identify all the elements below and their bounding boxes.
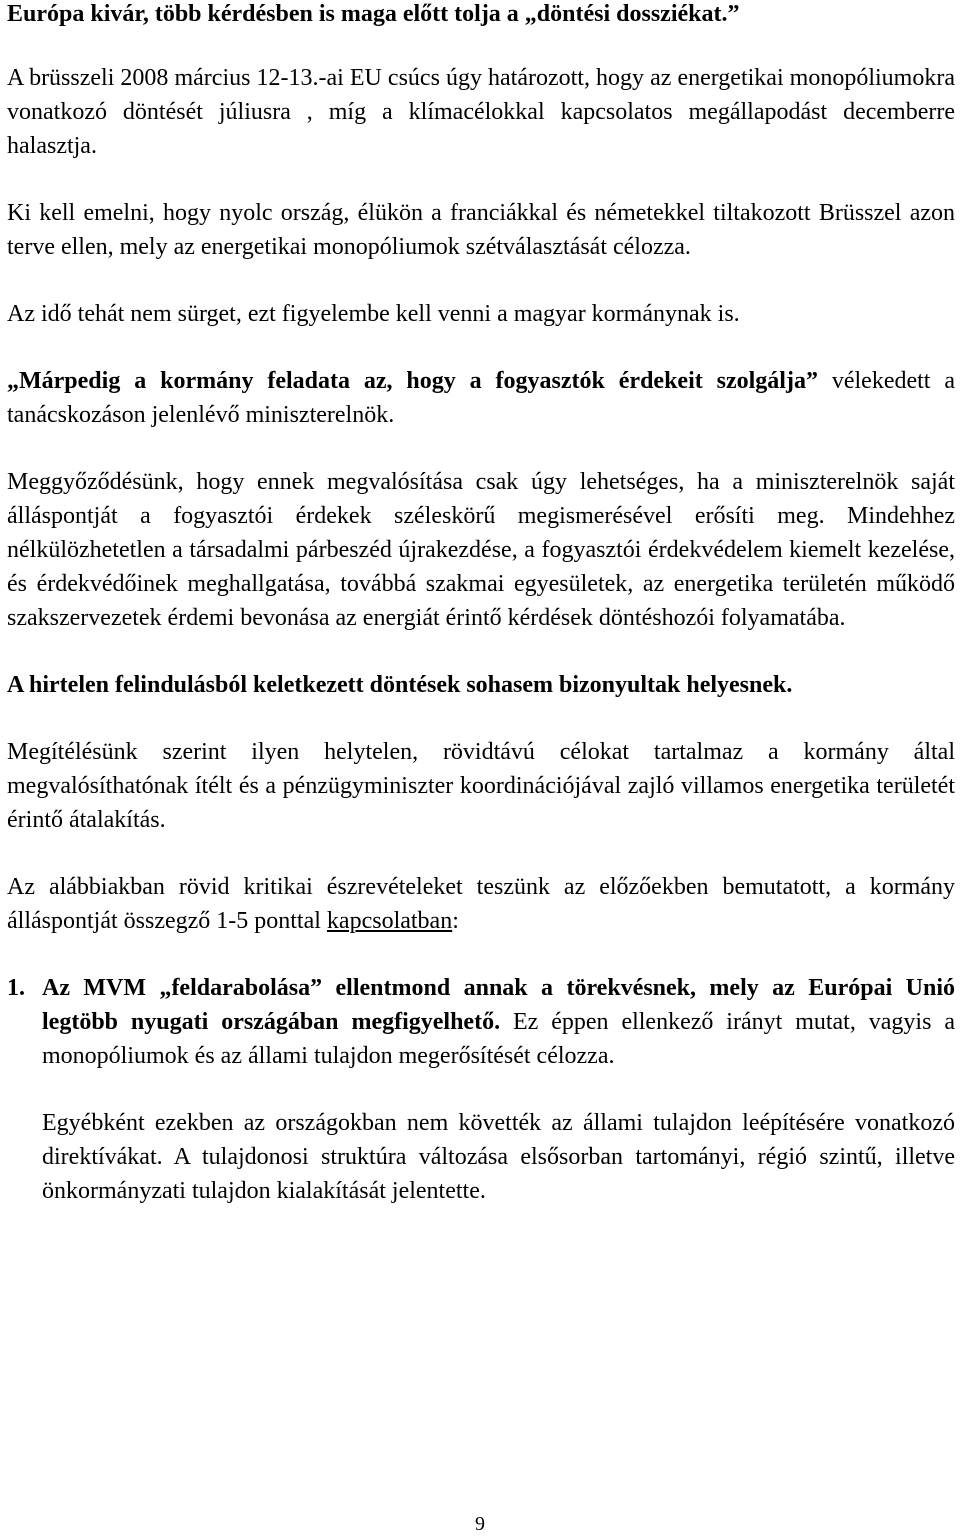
pm-quote-attribution: vélekedett a tanácskozáson jelenlévő miniszterelnök.	[7, 368, 956, 428]
list-item-1	[7, 971, 955, 1073]
critical-remarks-underlined: kapcsolatban	[326, 908, 453, 934]
paragraph-conviction: Meggyőződésünk, hogy ennek megvalósítása csak úgy lehetséges, ha a miniszterelnök saját álláspontját a fogyasztói érdekek széleskörű megismerésével erősíti meg. Mindehhez nélkülözhetetlen a társadalmi párbeszéd újrakezdése, a fogyasztói érdekvédelem kiemelt kezelése, és érdekvédőinek meghallgatása, továbbá szakmai egyesületek, az energetika területén működő szakszervezetek érdemi bevonása az energiát érintő kérdések döntéshozói folyamatába.	[7, 469, 955, 631]
paragraph-eight-countries: Ki kell emelni, hogy nyolc ország, élükön a franciákkal és németekkel tiltakozott Brüsszel azon terve ellen, mely az energetikai monopóliumok szétválasztását célozza.	[7, 200, 955, 260]
paragraph-time-not-urgent: Az idő tehát nem sürget, ezt figyelembe kell venni a magyar kormánynak is.	[7, 301, 740, 327]
paragraph-summit-decision: A brüsszeli 2008 március 12-13.-ai EU csúcs úgy határozott, hogy az energetikai monopóliumokra vonatkozó döntését júliusra , míg a klímacélokkal kapcsolatos megállapodást decemberre halasztja.	[7, 65, 955, 159]
pm-quote-text: „Márpedig a kormány feladata az, hogy a fogyasztók érdekeit szolgálja”	[7, 368, 818, 394]
paragraph-critical-remarks	[7, 870, 955, 938]
critical-remarks-text: Az alábbiakban rövid kritikai észrevételeket teszünk az előzőekben bemutatott, a kormány álláspontját összegző 1-5 ponttal	[7, 874, 955, 934]
page-number: 9	[475, 1513, 485, 1535]
document-heading: Európa kivár, több kérdésben is maga előtt tolja a „döntési dossziékat.”	[7, 1, 740, 27]
paragraph-hasty-decisions: A hirtelen felindulásból keletkezett döntések sohasem bizonyultak helyesnek.	[7, 672, 793, 698]
document-page	[7, 0, 955, 1208]
paragraph-other-countries: Egyébként ezekben az országokban nem követték az állami tulajdon leépítésére vonatkozó direktívákat. A tulajdonosi struktúra változása elsősorban tartományi, régió szintű, illetve önkormányzati tulajdon kialakítását jelentette.	[42, 1110, 955, 1204]
critical-remarks-colon: :	[452, 908, 459, 934]
list-item-1-bold: Az MVM „feldarabolása” ellentmond annak a törekvésnek, mely az Európai Unió legtöbb nyugati országában megfigyelhető.	[42, 975, 955, 1035]
list-item-1-rest: Ez éppen ellenkező irányt mutat, vagyis a monopóliumok és az állami tulajdon megerősítését célozza.	[42, 1009, 955, 1069]
paragraph-pm-quote	[7, 364, 955, 432]
paragraph-assessment: Megítélésünk szerint ilyen helytelen, rövidtávú célokat tartalmaz a kormány által megvalósíthatónak ítélt és a pénzügyminiszter koordinációjával zajló villamos energetika területét érintő átalakítás.	[7, 739, 955, 833]
list-item-1-number: 1.	[7, 975, 25, 1001]
